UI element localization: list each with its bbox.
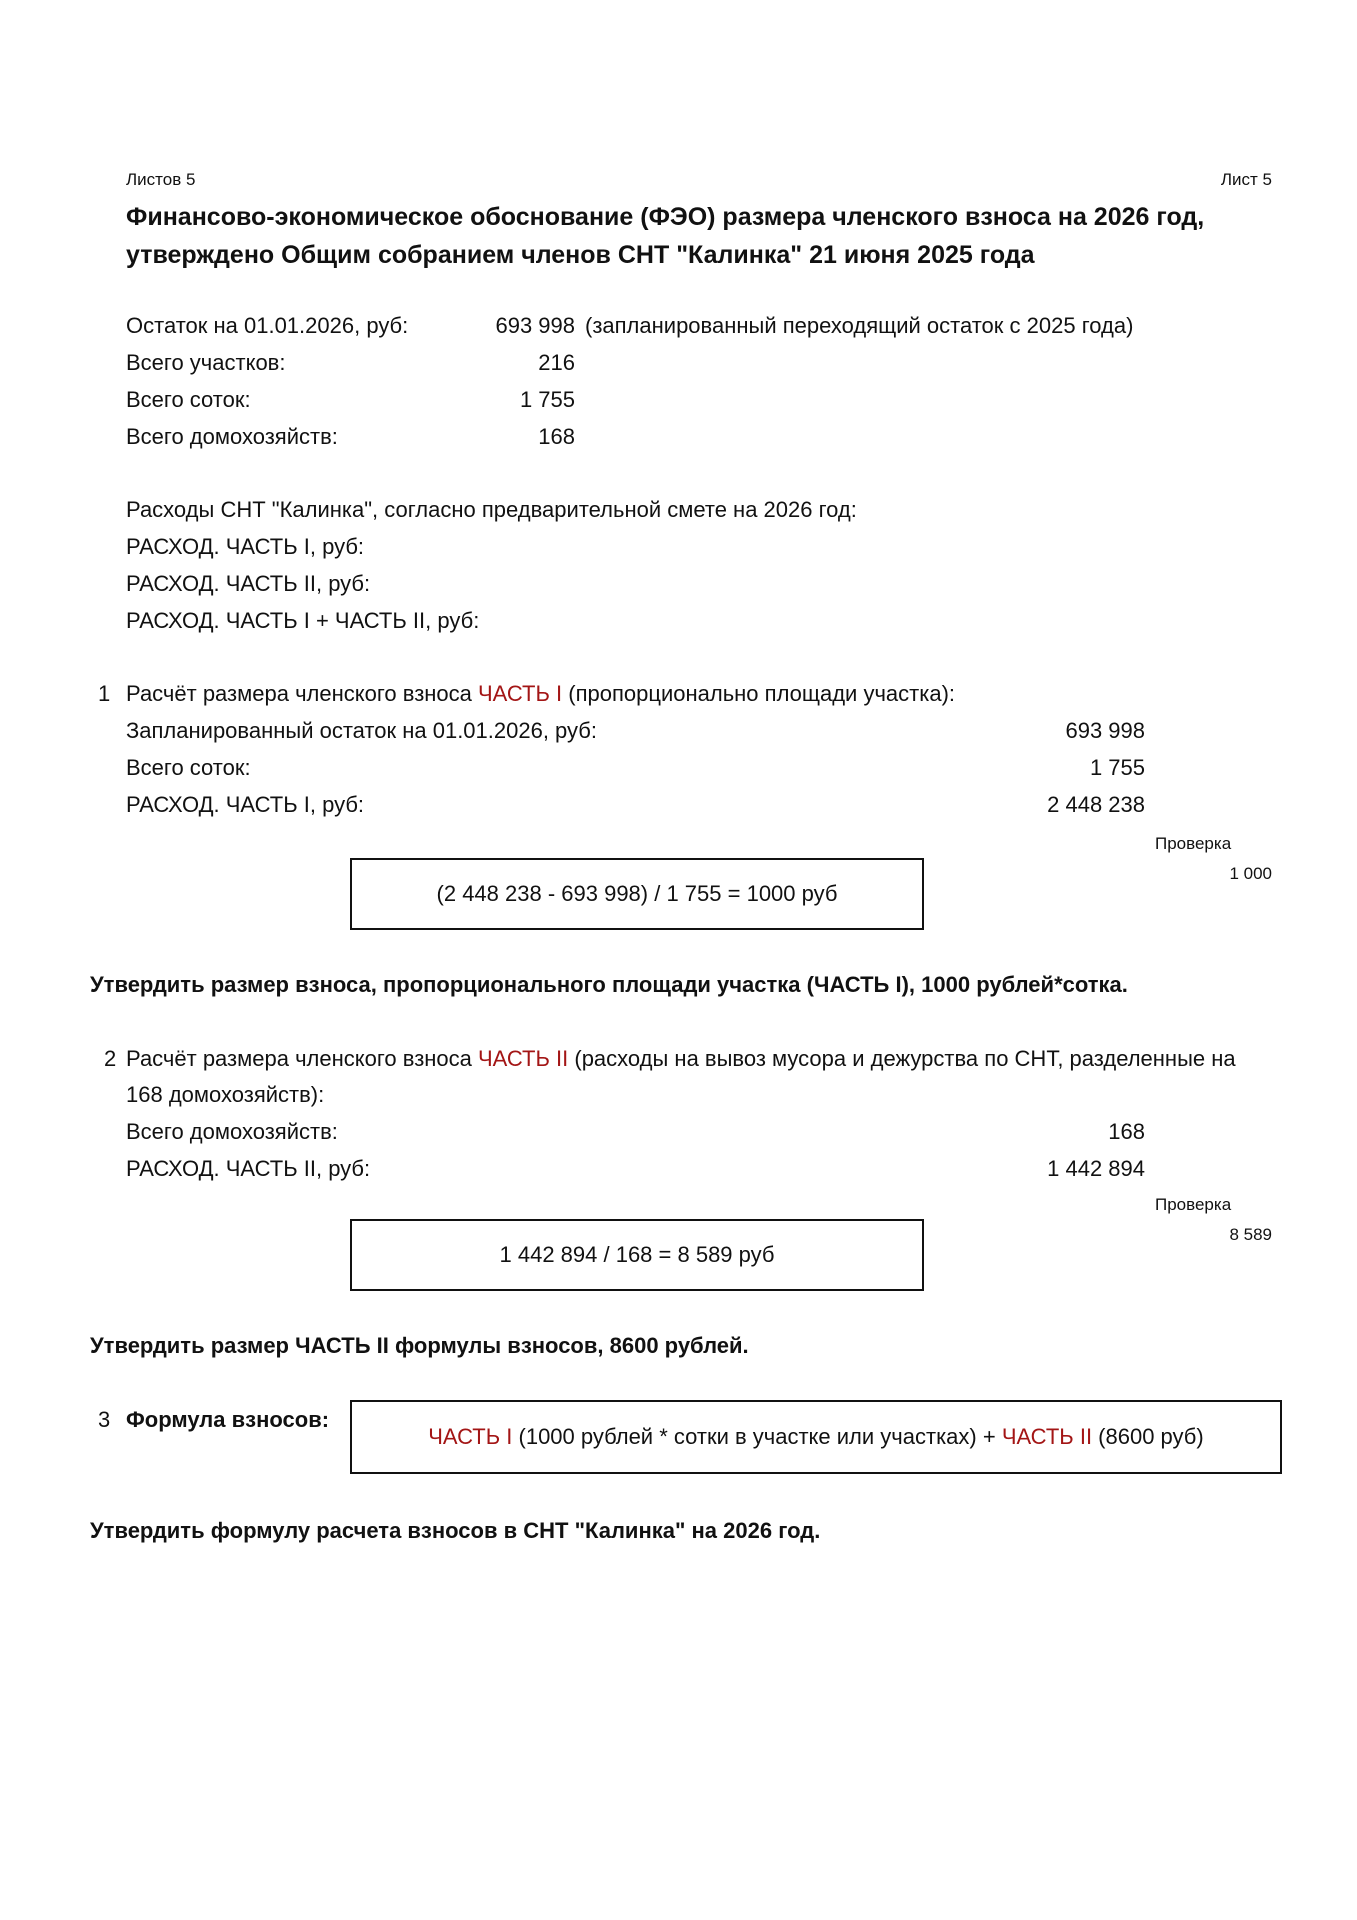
- section1-approve: Утвердить размер взноса, пропорционального площади участка (ЧАСТЬ I), 1000 рублей*сотка.: [90, 972, 1128, 997]
- section1-title: [126, 681, 955, 707]
- expenses-intro: Расходы СНТ "Калинка", согласно предварительной смете на 2026 год:: [126, 497, 857, 522]
- section1-hundreds-label: Всего соток:: [126, 755, 251, 780]
- section3-part1: ЧАСТЬ I: [428, 1424, 513, 1449]
- section3-approve: Утвердить формулу расчета взносов в СНТ "Калинка" на 2026 год.: [90, 1518, 821, 1543]
- section3-number: 3: [98, 1407, 111, 1432]
- expense-part2-label: РАСХОД. ЧАСТЬ II, руб:: [126, 571, 371, 596]
- section1-planned-balance-label: Запланированный остаток на 01.01.2026, руб:: [126, 718, 598, 743]
- balance-value: 693 998: [495, 313, 575, 338]
- plots-label: Всего участков:: [126, 350, 286, 375]
- section2-formula-box: [350, 1219, 924, 1291]
- section1-number: 1: [98, 681, 111, 706]
- hundreds-value: 1 755: [519, 387, 575, 412]
- section3-formula: [428, 1424, 1203, 1450]
- sheet-number: Лист 5: [1220, 170, 1272, 189]
- section1-planned-balance-value: 693 998: [1065, 718, 1145, 743]
- section2-expense-label: РАСХОД. ЧАСТЬ II, руб:: [126, 1156, 371, 1181]
- sheets-total: Листов 5: [126, 170, 196, 189]
- section2-title-post: (расходы на вывоз мусора и дежурства по СНТ, разделенные на: [568, 1046, 1236, 1071]
- section3-mid: (1000 рублей * сотки в участке или участках) +: [512, 1424, 1002, 1449]
- section2-number: 2: [104, 1046, 117, 1071]
- title-line-2: утверждено Общим собранием членов СНТ "Калинка" 21 июня 2025 года: [126, 241, 1035, 269]
- section2-approve: Утвердить размер ЧАСТЬ II формулы взносов, 8600 рублей.: [90, 1333, 749, 1358]
- households-value: 168: [538, 424, 575, 449]
- hundreds-label: Всего соток:: [126, 387, 251, 412]
- balance-label: Остаток на 01.01.2026, руб:: [126, 313, 409, 338]
- section3-tail: (8600 руб): [1092, 1424, 1204, 1449]
- document-title: [126, 198, 1204, 274]
- section1-hundreds-value: 1 755: [1089, 755, 1145, 780]
- section2-title-part: ЧАСТЬ II: [478, 1046, 569, 1071]
- section2-households-value: 168: [1108, 1119, 1145, 1144]
- title-line-1: Финансово-экономическое обоснование (ФЭО) размера членского взноса на 2026 год,: [126, 203, 1205, 231]
- section1-check-label: Проверка: [1155, 834, 1232, 853]
- expense-part1-label: РАСХОД. ЧАСТЬ I, руб:: [126, 534, 365, 559]
- section2-title-pre: Расчёт размера членского взноса: [126, 1046, 479, 1071]
- expense-total-label: РАСХОД. ЧАСТЬ I + ЧАСТЬ II, руб:: [126, 608, 480, 633]
- section3-label: Формула взносов:: [126, 1407, 330, 1432]
- section2-title-line2: 168 домохозяйств):: [126, 1082, 325, 1107]
- section2-check-label: Проверка: [1155, 1195, 1232, 1214]
- balance-note: (запланированный переходящий остаток с 2025 года): [585, 313, 1134, 338]
- section1-formula-box: [350, 858, 924, 930]
- section2-title: [126, 1046, 1236, 1072]
- section3-part2: ЧАСТЬ II: [1001, 1424, 1093, 1449]
- section1-expense-label: РАСХОД. ЧАСТЬ I, руб:: [126, 792, 365, 817]
- section1-expense-value: 2 448 238: [1047, 792, 1145, 817]
- section1-formula: (2 448 238 - 693 998) / 1 755 = 1000 руб: [436, 881, 838, 906]
- section2-formula: 1 442 894 / 168 = 8 589 руб: [499, 1242, 775, 1267]
- section1-title-part: ЧАСТЬ I: [478, 681, 563, 706]
- households-label: Всего домохозяйств:: [126, 424, 338, 449]
- section2-expense-value: 1 442 894: [1047, 1156, 1145, 1181]
- plots-value: 216: [538, 350, 575, 375]
- section2-households-label: Всего домохозяйств:: [126, 1119, 338, 1144]
- section1-title-pre: Расчёт размера членского взноса: [126, 681, 479, 706]
- section3-formula-box: [350, 1400, 1282, 1474]
- section1-check-value: 1 000: [1229, 864, 1272, 883]
- section1-title-post: (пропорционально площади участка):: [562, 681, 956, 706]
- section2-check-value: 8 589: [1229, 1225, 1272, 1244]
